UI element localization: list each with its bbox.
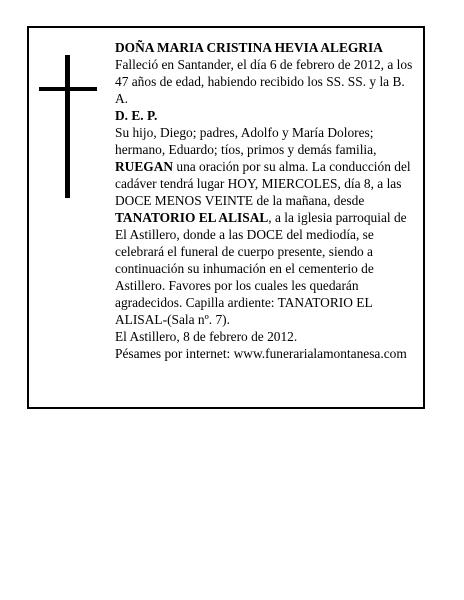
obituary-text: [115, 39, 420, 362]
family-paragraph: [115, 124, 420, 328]
family-members: Su hijo, Diego; padres, Adolfo y María Dolores; hermano, Eduardo; tíos, primos y demás familia,: [115, 125, 377, 157]
tanatorio-name: TANATORIO EL ALISAL: [115, 210, 269, 225]
obituary-notice: [27, 26, 425, 409]
ruegan-word: RUEGAN: [115, 159, 174, 174]
cross-vertical-bar: [65, 55, 70, 198]
place-date: El Astillero, 8 de febrero de 2012.: [115, 329, 298, 344]
rest-in-peace: D. E. P.: [115, 108, 158, 123]
church-service-text: , a la iglesia parroquial de El Astillero, donde a las DOCE del mediodía, se celebrará el funeral de cuerpo presente, siendo a continuación su inhumación en el cementerio de Astillero. Favores por los cuales les quedarán agradecidos. Capilla ardiente: TANATORIO EL ALISAL-(Sala nº. 7).: [115, 210, 407, 327]
online-condolences: Pésames por internet: www.funerarialamontanesa.com: [115, 346, 407, 361]
deceased-name: DOÑA MARIA CRISTINA HEVIA ALEGRIA: [115, 40, 383, 55]
death-announcement: Falleció en Santander, el día 6 de febrero de 2012, a los 47 años de edad, habiendo recibido los SS. SS. y la B. A.: [115, 57, 413, 106]
funeral-procession-text: una oración por su alma. La conducción del cadáver tendrá lugar HOY, MIERCOLES, día 8, a las DOCE MENOS VEINTE de la mañana, desde: [115, 159, 411, 208]
cross-icon: [39, 55, 99, 198]
cross-horizontal-bar: [39, 87, 97, 91]
